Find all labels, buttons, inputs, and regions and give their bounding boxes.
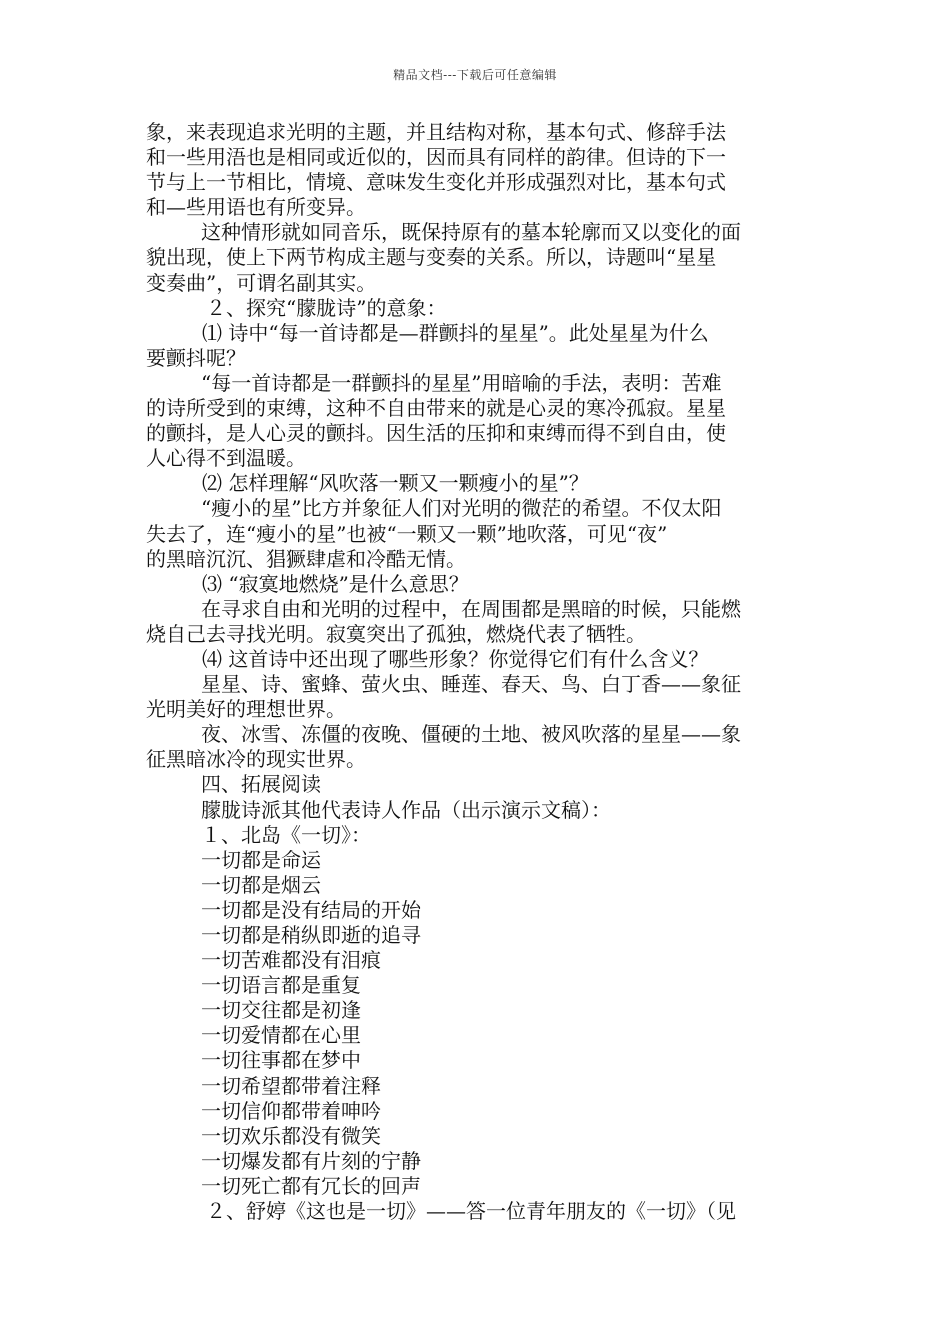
text-line: 这种情形就如同音乐，既保持原有的墓本轮廓而又以变化的面 (201, 220, 741, 245)
text-line: ２、探究“朦胧诗”的意象： (206, 295, 447, 320)
text-line: 一切死亡都有冗长的回声 (201, 1173, 421, 1198)
text-line: 在寻求自由和光明的过程中，在周围都是黑暗的时候，只能燃 (201, 596, 741, 621)
text-line: 和—些用语也有所变异。 (146, 195, 366, 220)
page-header: 精品文档---下载后可任意编辑 (393, 68, 557, 82)
text-line: 象，来表现追求光明的主题，并且结构对称，基本句式、修辞手法 (146, 120, 726, 144)
text-line: 节与上一节相比，情境、意味发生变化并形成强烈对比，基本句式 (146, 170, 726, 195)
text-line: 一切往事都在梦中 (201, 1048, 361, 1073)
text-line: 的诗所受到的束缚，这种不自由带来的就是心灵的寒冷孤寂。星星 (146, 396, 726, 421)
text-line: 貌出现，使上下两节构成主题与变奏的关系。所以，诗题叫“星星 (146, 245, 717, 270)
text-line: 四、拓展阅读 (201, 772, 321, 797)
text-line: 星星、诗、蜜蜂、萤火虫、睡莲、春天、鸟、白丁香——象征 (201, 672, 741, 697)
text-line: 一切都是烟云 (201, 872, 321, 897)
text-line: 一切都是稍纵即逝的追寻 (201, 923, 421, 947)
text-line: ２、舒婷《这也是一切》——答一位青年朋友的《一切》（见 (206, 1199, 736, 1224)
text-line: “每一首诗都是一群颤抖的星星”用暗喻的手法，表明：苦难 (201, 370, 722, 395)
text-line: 一切语言都是重复 (201, 973, 361, 998)
text-line: 光明美好的理想世界。 (146, 697, 346, 722)
text-line: ⑴ 诗中“每一首诗都是—群颤抖的星星”。此处星星为什么 (202, 320, 709, 345)
text-line: 一切交往都是初逢 (201, 998, 361, 1023)
text-line: 一切信仰都带着呻吟 (201, 1098, 381, 1123)
text-line: 一切爱情都在心里 (201, 1023, 361, 1048)
text-line: 朦胧诗派其他代表诗人作品（出示演示文稿）： (201, 797, 611, 822)
text-line: ⑵ 怎样理解“风吹落一颗又一颗瘦小的星”？ (202, 471, 589, 496)
text-line: 一切都是没有结局的开始 (201, 897, 421, 922)
text-line: ⑶ “寂寞地燃烧”是什么意思？ (202, 571, 469, 596)
text-line: 要颤抖呢？ (146, 345, 246, 370)
text-line: 夜、冰雪、冻僵的夜晚、僵硬的土地、被风吹落的星星——象 (201, 722, 741, 747)
text-line: 烧自己去寻找光明。寂寞突出了孤独，燃烧代表了牺牲。 (146, 621, 646, 646)
text-line: 一切都是命运 (201, 847, 321, 872)
document-body (146, 120, 808, 1224)
text-line: 变奏曲”，可谓名副其实。 (146, 270, 377, 295)
text-line: 征黑暗冰冷的现实世界。 (146, 747, 366, 772)
text-line: 的颤抖，是人心灵的颤抖。因生活的压抑和束缚而得不到自由，使 (146, 421, 726, 446)
text-line: 一切苦难都没有泪痕 (201, 948, 381, 973)
text-line: 人心得不到温暖。 (146, 446, 306, 471)
text-line: １、北岛《一切》： (201, 822, 371, 847)
text-line: ⑷ 这首诗中还出现了哪些形象？你觉得它们有什么含义？ (202, 646, 709, 671)
text-line: 和一些用浯也是相同或近似的，因而具有同样的韵律。但诗的下一 (146, 145, 726, 170)
text-line: 一切爆发都有片刻的宁静 (201, 1148, 421, 1173)
text-line: 失去了，连“瘦小的星”也被“一颗又一颗”地吹落，可见“夜” (146, 521, 668, 546)
text-line: “瘦小的星”比方并象征人们对光明的微茫的希望。不仅太阳 (201, 496, 722, 521)
text-line: 的黑暗沉沉、猖獗肆虐和冷酷无情。 (146, 546, 466, 571)
text-line: 一切希望都带着注释 (201, 1073, 381, 1098)
text-line: 一切欢乐都没有微笑 (201, 1123, 381, 1148)
